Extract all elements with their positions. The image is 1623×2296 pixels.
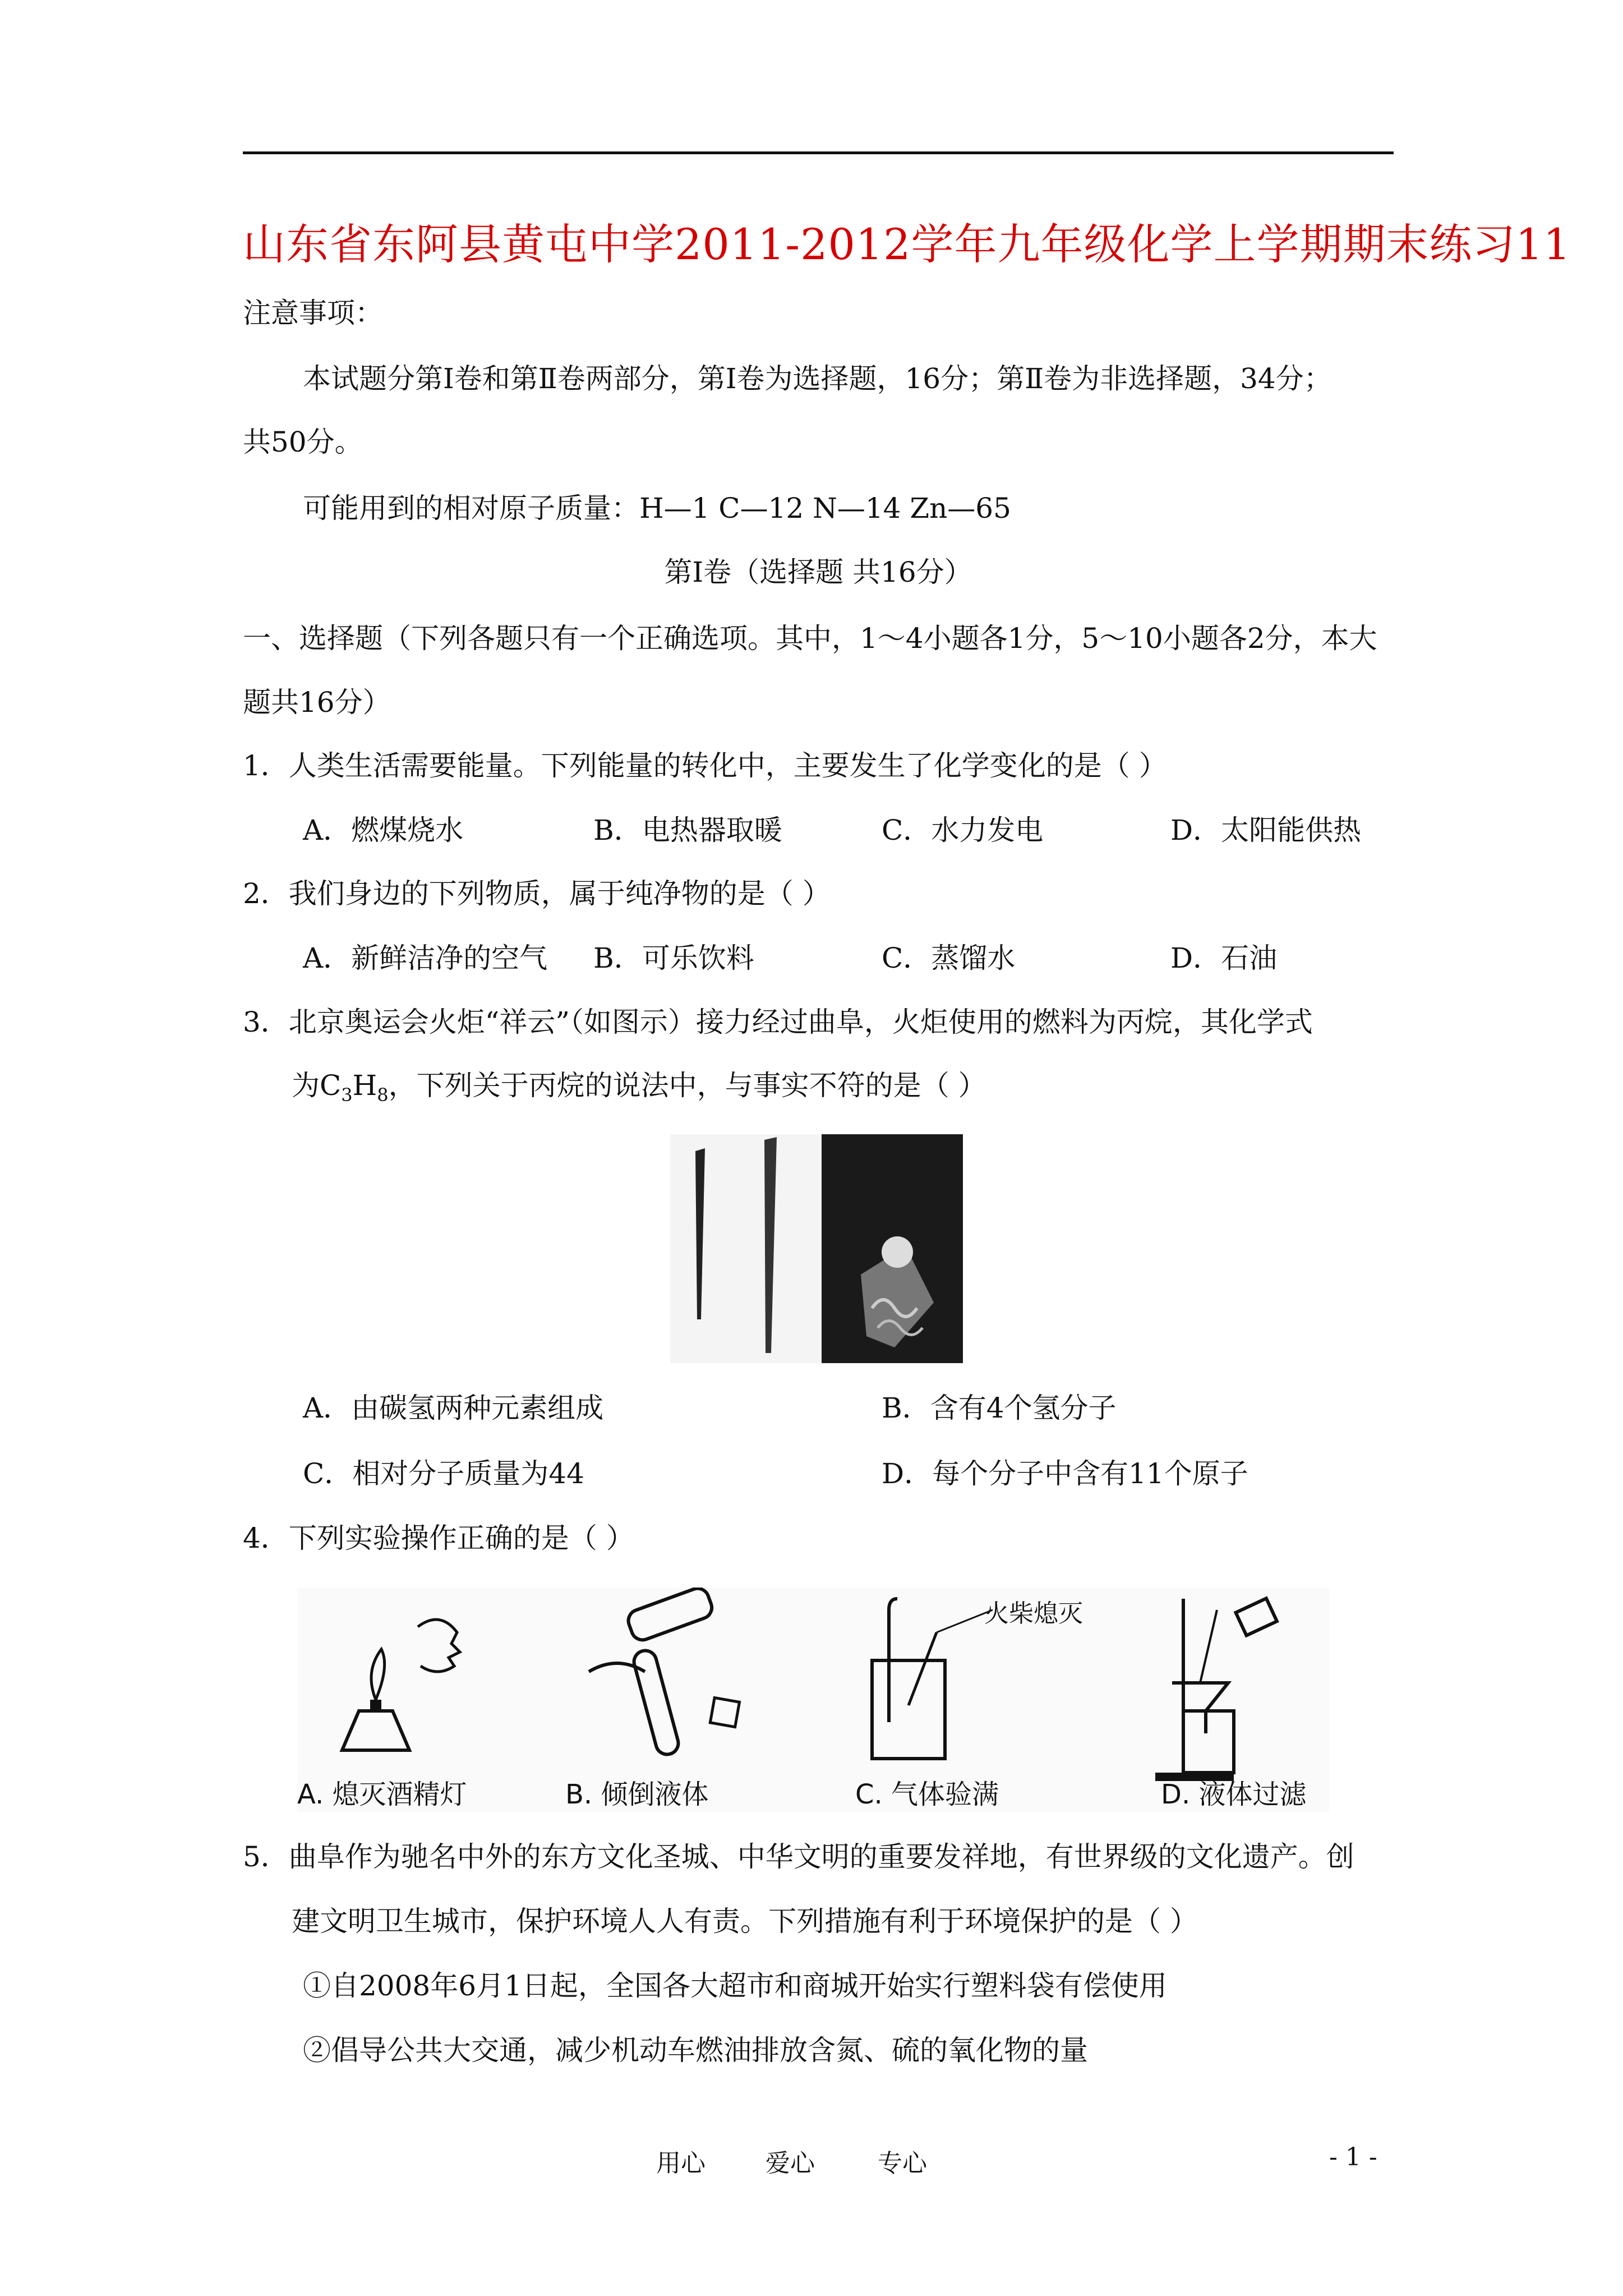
atomic-masses: 可能用到的相对原子质量：H—1 C—12 N—14 Zn—65 <box>303 492 1011 524</box>
q3-option-c: C．相对分子质量为44 <box>303 1457 584 1490</box>
q1-option-c: C．水力发电 <box>882 814 1044 846</box>
q3-stem-line-2: 为$C_3H_8$，下列关于丙烷的说法中，与事实不符的是（ ） <box>292 1069 986 1106</box>
footer-right: 专心 <box>878 2149 927 2178</box>
torch-figure <box>670 1134 963 1363</box>
q3-option-a: A．由碳氢两种元素组成 <box>303 1392 604 1424</box>
section-title: 第Ⅰ卷（选择题 共16分） <box>664 556 972 588</box>
q2-stem: 2．我们身边的下列物质，属于纯净物的是（ ） <box>243 877 831 910</box>
q5-item-1: ①自2008年6月1日起，全国各大超市和商城开始实行塑料袋有偿使用 <box>303 1970 1167 2002</box>
notice-line-2: 共50分。 <box>243 426 363 458</box>
footer-left: 用心 <box>656 2149 706 2178</box>
q5-item-2: ②倡导公共大交通，减少机动车燃油排放含氮、硫的氧化物的量 <box>303 2034 1088 2067</box>
q4-stem: 4．下列实验操作正确的是（ ） <box>243 1522 634 1554</box>
q3-option-b: B．含有4个氢分子 <box>882 1392 1117 1424</box>
q3-stem-line-1: 3．北京奥运会火炬“祥云”（如图示）接力经过曲阜，火炬使用的燃料为丙烷，其化学式 <box>243 1006 1313 1038</box>
fig-a-label: A. 熄灭酒精灯 <box>297 1779 467 1810</box>
q3-option-d: D．每个分子中含有11个原子 <box>882 1457 1248 1490</box>
section-instruction-line-1: 一、选择题（下列各题只有一个正确选项。其中，1～4小题各1分，5～10小题各2分，本大 <box>243 622 1377 655</box>
q1-option-b: B．电热器取暖 <box>593 814 782 846</box>
section-instruction-line-2: 题共16分） <box>243 686 391 719</box>
header-rule <box>243 151 1394 154</box>
footer-mid: 爱心 <box>766 2149 815 2178</box>
fig-d-label: D. 液体过滤 <box>1161 1779 1307 1810</box>
q2-option-d: D．石油 <box>1170 942 1278 974</box>
notice-heading: 注意事项： <box>243 297 383 329</box>
fig-b-label: B. 倾倒液体 <box>565 1779 709 1810</box>
q5-stem-line-2: 建文明卫生城市，保护环境人人有责。下列措施有利于环境保护的是（ ） <box>292 1905 1198 1938</box>
fig-c-note: 火柴熄灭 <box>984 1599 1083 1628</box>
document-title: 山东省东阿县黄屯中学2011-2012学年九年级化学上学期期末练习11 <box>243 219 1571 269</box>
fig-c-label: C. 气体验满 <box>855 1779 999 1810</box>
q1-option-d: D．太阳能供热 <box>1170 814 1362 846</box>
q2-option-b: B．可乐饮料 <box>593 942 754 974</box>
q1-option-a: A．燃煤烧水 <box>303 814 464 846</box>
q1-stem: 1．人类生活需要能量。下列能量的转化中，主要发生了化学变化的是（ ） <box>243 749 1167 782</box>
lab-operations-figure <box>297 1588 1329 1812</box>
q5-stem-line-1: 5．曲阜作为驰名中外的东方文化圣城、中华文明的重要发祥地，有世界级的文化遗产。创 <box>243 1841 1354 1873</box>
page-number: - 1 - <box>1329 2143 1377 2171</box>
q2-option-a: A．新鲜洁净的空气 <box>303 942 548 974</box>
notice-line-1: 本试题分第Ⅰ卷和第Ⅱ卷两部分，第Ⅰ卷为选择题，16分；第Ⅱ卷为非选择题，34分； <box>303 362 1332 395</box>
q2-option-c: C．蒸馏水 <box>882 942 1016 974</box>
